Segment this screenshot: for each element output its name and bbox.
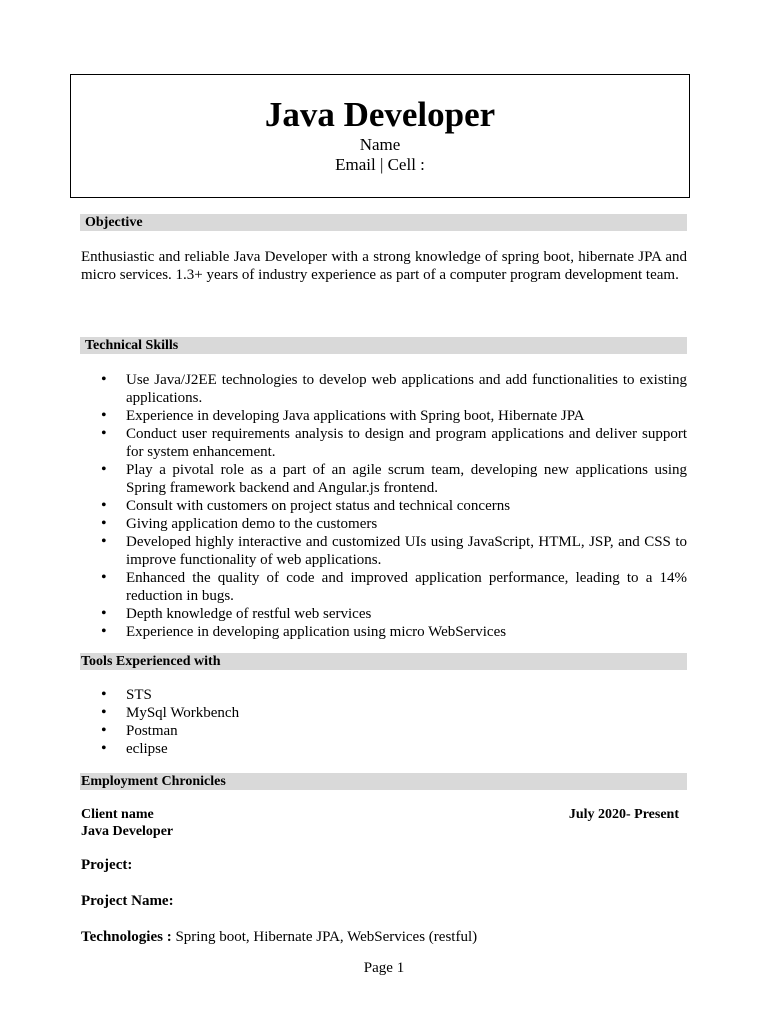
resume-header xyxy=(70,74,690,198)
project-label xyxy=(81,856,132,874)
project-label-text: Project: xyxy=(81,857,133,873)
employment-dates: July 2020- Present xyxy=(568,807,679,822)
list-item: • Giving application demo to the customers xyxy=(81,515,687,533)
list-item: • Consult with customers on project status and technical concerns xyxy=(81,497,687,515)
list-item: • Depth knowledge of restful web services xyxy=(81,605,687,623)
job-role: Java Developer xyxy=(81,824,174,839)
technologies-line xyxy=(81,928,477,946)
technologies-value: Spring boot, Hibernate JPA, WebServices (restful) xyxy=(171,929,478,945)
objective-heading: Objective xyxy=(80,214,687,231)
list-item: • Enhanced the quality of code and improved application performance, leading to a 14% reduction in bugs. xyxy=(81,569,687,605)
project-name-label xyxy=(81,892,174,910)
technical-skills-list xyxy=(81,371,687,641)
list-item: • Developed highly interactive and customized UIs using JavaScript, HTML, JSP, and CSS to improve functionality of web applications. xyxy=(81,533,687,569)
technical-skills-heading: Technical Skills xyxy=(80,337,687,354)
list-item: • STS xyxy=(81,686,687,704)
employment-heading: Employment Chronicles xyxy=(80,773,687,790)
list-item: • Conduct user requirements analysis to design and program applications and deliver support for system enhancement. xyxy=(81,425,687,461)
objective-text: Enthusiastic and reliable Java Developer with a strong knowledge of spring boot, hibernate JPA and micro services. 1.3+ years of industry experience as part of a computer program development team. xyxy=(81,249,687,283)
list-item: • Experience in developing Java applications with Spring boot, Hibernate JPA xyxy=(81,407,687,425)
contact-line: Email | Cell : xyxy=(335,155,425,174)
project-name-label-text: Project Name: xyxy=(81,893,174,909)
client-name: Client name xyxy=(81,807,154,822)
technologies-label: Technologies : xyxy=(81,929,172,945)
resume-title: Java Developer xyxy=(264,95,496,134)
list-item: • eclipse xyxy=(81,740,687,758)
tools-heading: Tools Experienced with xyxy=(80,653,687,670)
list-item: • MySql Workbench xyxy=(81,704,687,722)
list-item: • Play a pivotal role as a part of an agile scrum team, developing new applications using Spring framework backend and Angular.js frontend. xyxy=(81,461,687,497)
list-item: • Experience in developing application using micro WebServices xyxy=(81,623,687,641)
tools-list xyxy=(81,686,687,758)
list-item: • Postman xyxy=(81,722,687,740)
page-number: Page 1 xyxy=(363,960,405,976)
list-item: • Use Java/J2EE technologies to develop web applications and add functionalities to existing applications. xyxy=(81,371,687,407)
candidate-name: Name xyxy=(359,135,401,154)
